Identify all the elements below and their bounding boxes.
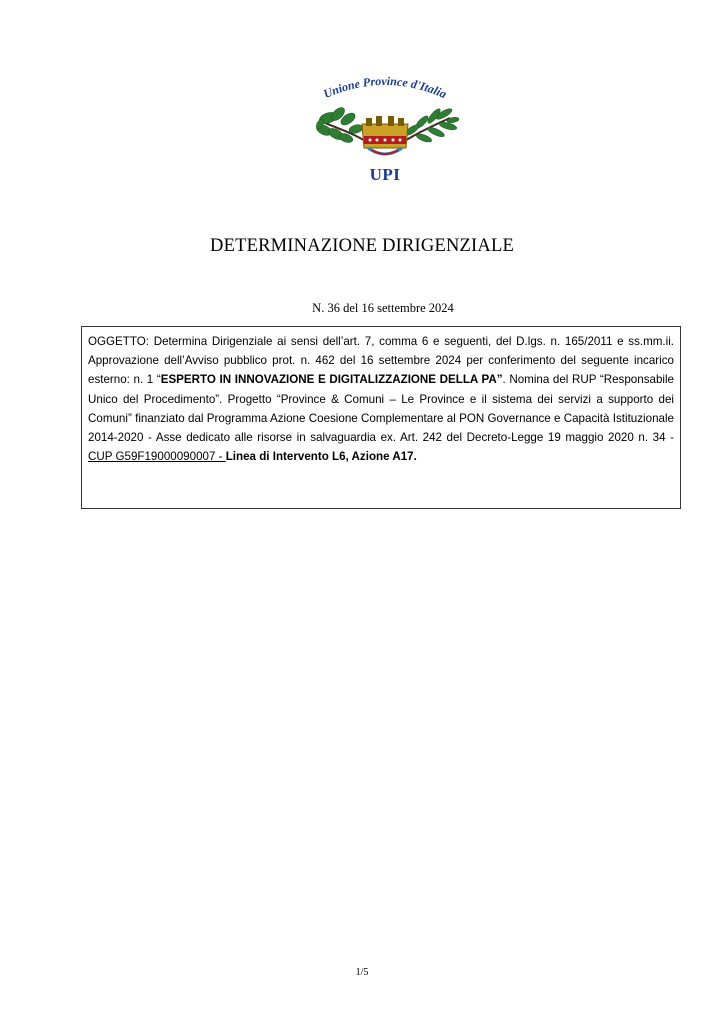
subject-box [81, 326, 681, 509]
crown-icon [362, 116, 408, 154]
page-number: 1/5 [355, 967, 369, 978]
upi-logo [310, 74, 460, 194]
upi-emblem-icon [310, 74, 460, 166]
olive-branch-icon [400, 107, 459, 144]
logo-arc-text: Unione Province d'Italia [321, 74, 449, 102]
determination-number: N. 36 del 16 settembre 2024 [312, 301, 454, 315]
logo-acronym: UPI [369, 165, 401, 184]
document-title: DETERMINAZIONE DIRIGENZIALE [210, 236, 514, 256]
cup-code: CUP G59F19000090007 - [88, 450, 226, 464]
subject-text: OGGETTO: Determina Dirigenziale ai sensi dell’art. 7, comma 6 e seguenti, del D.lgs. n. 165/2011 e ss.mm.ii. Approvazione dell’Avviso pubblico prot. n. 462 del 16 settembre 2024 per conferimento del seguente incarico esterno: n. 1 “ESPERTO IN INNOVAZIONE E DIGITALIZZAZIONE DELLA PA”. Nomina del RUP “Responsabile Unico del Procedimento”. Progetto “Province & Comuni – Le Province e il sistema dei servizi a supporto dei Comuni” finanziato dal Programma Azione Coesione Complementare al PON Governance e Capacità Istituzionale 2014-2020 - Asse dedicato alle risorse in salvaguardia ex. Art. 242 del Decreto-Legge 19 maggio 2020 n. 34 - CUP G59F19000090007 - Linea di Intervento L6, Azione A17. [88, 335, 674, 464]
